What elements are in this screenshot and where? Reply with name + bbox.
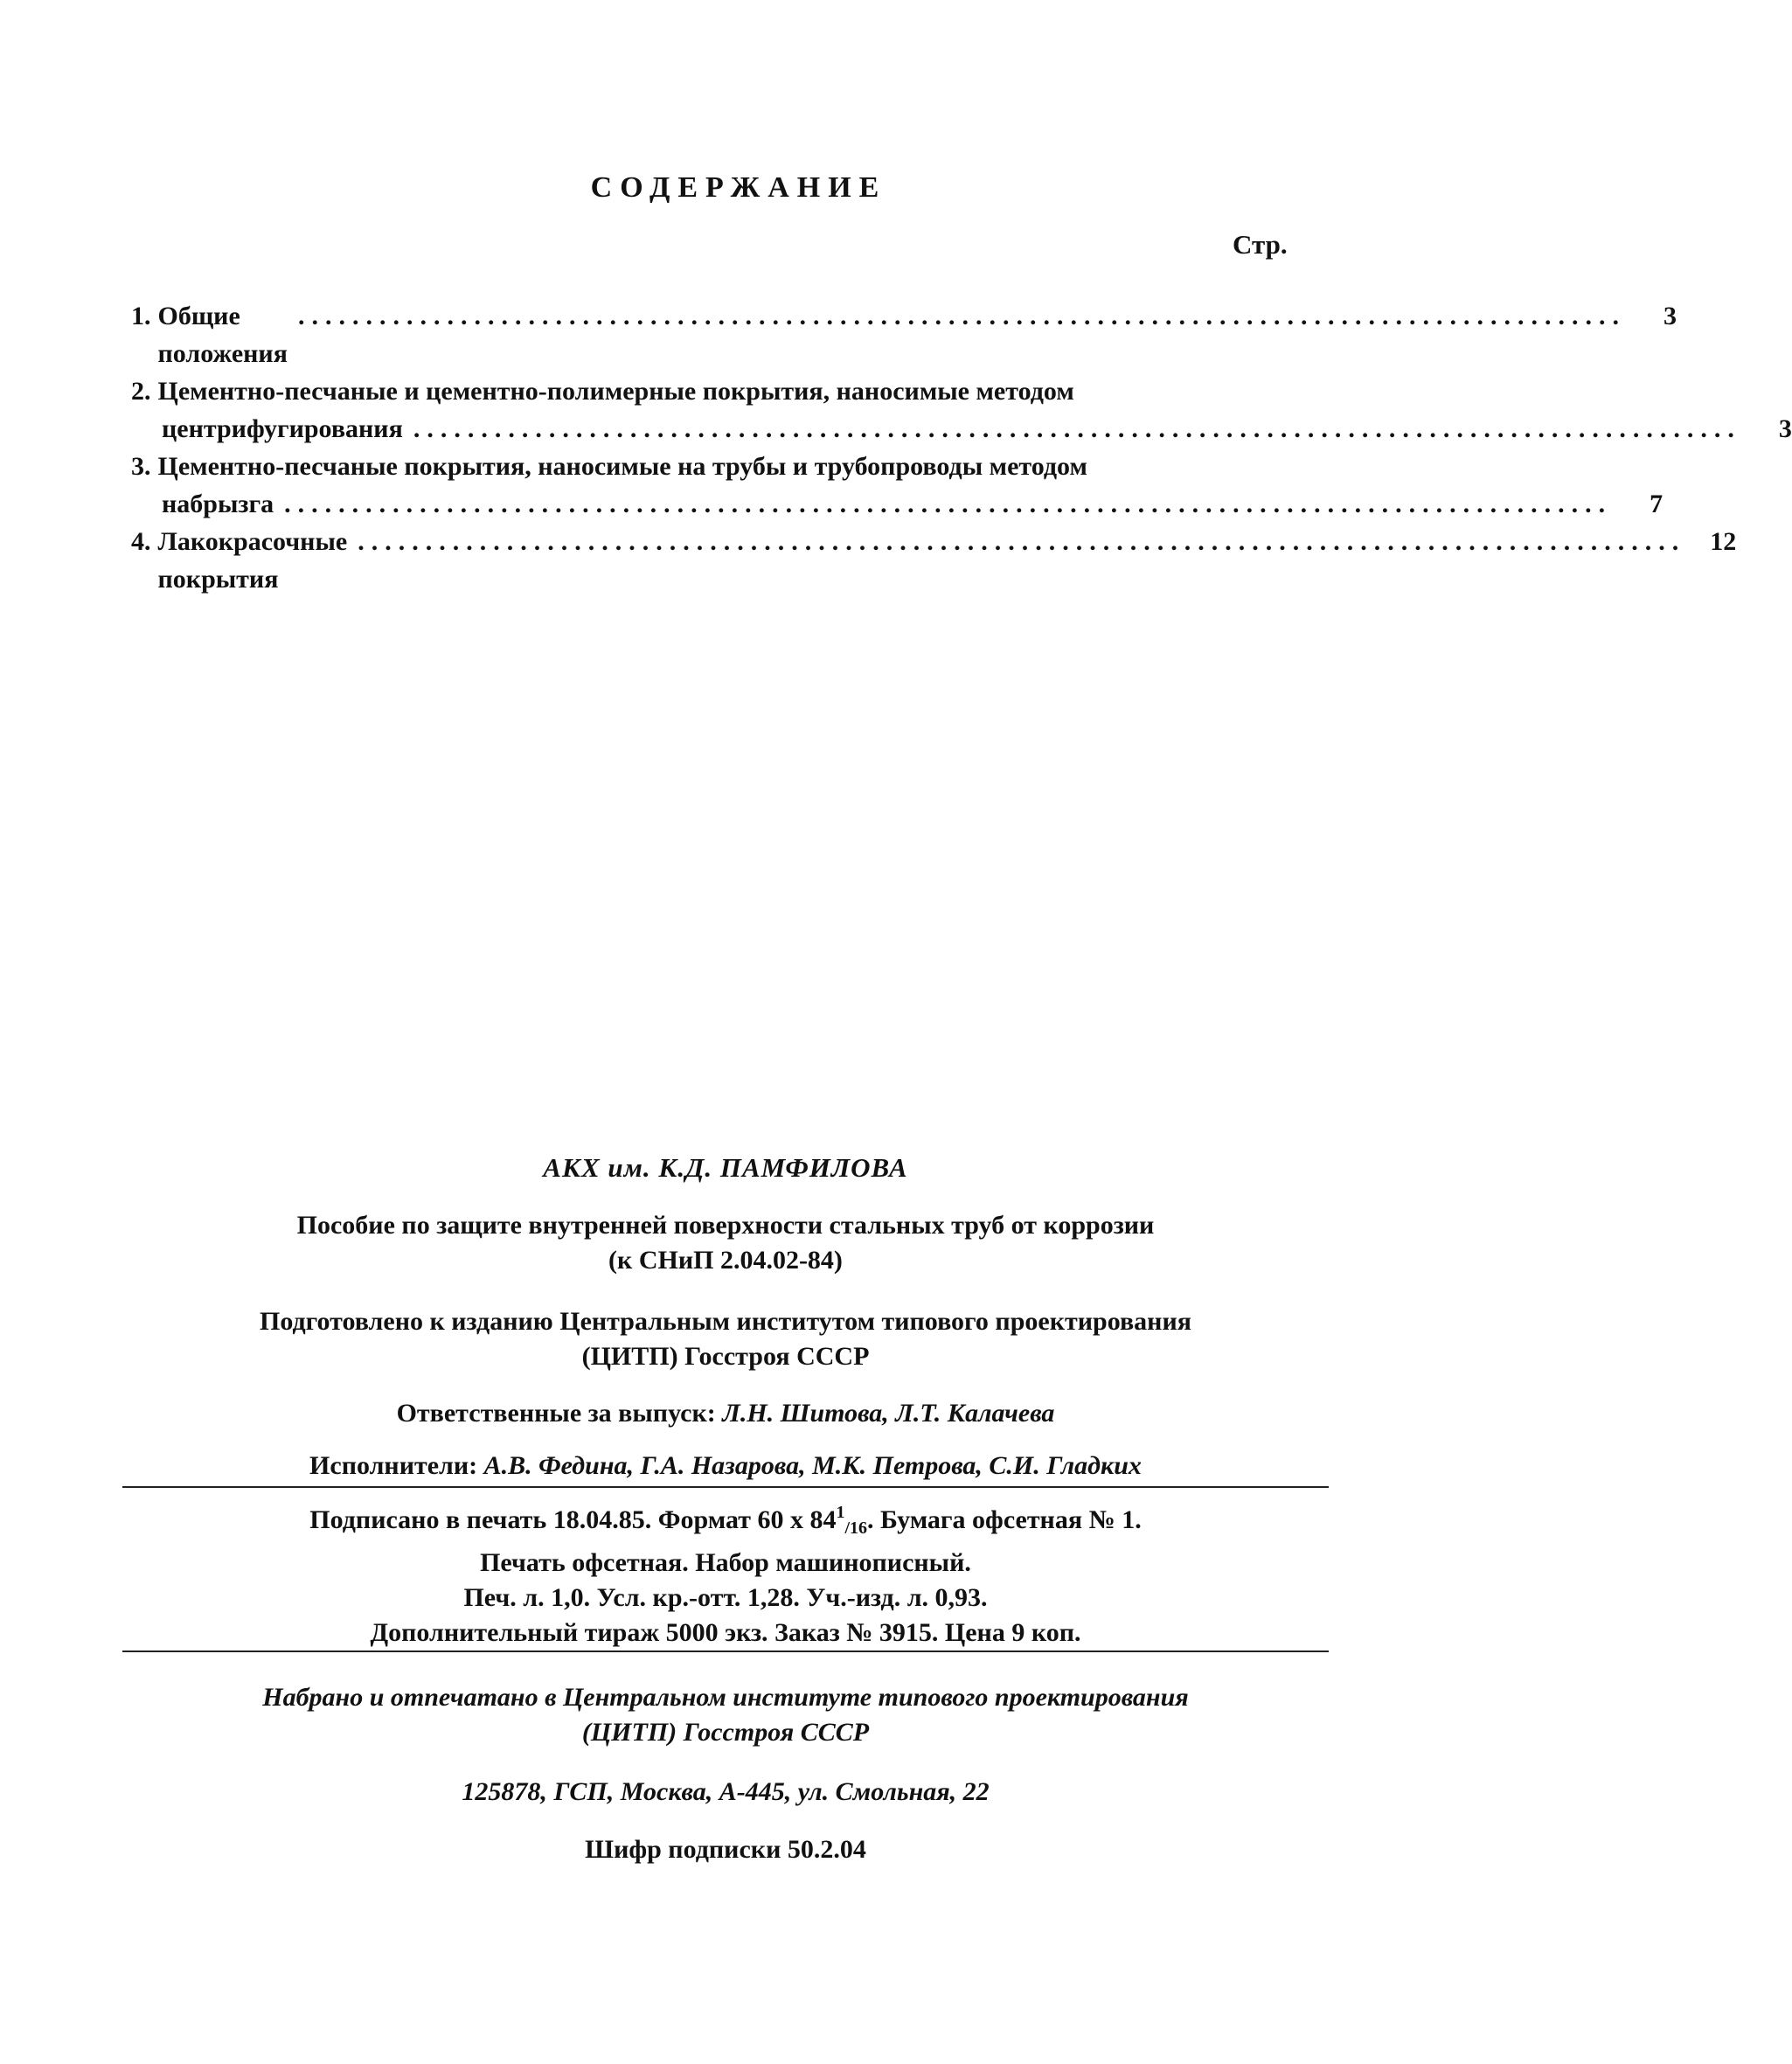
toc-entry-page: 7 bbox=[1650, 490, 1664, 518]
author-organization: АКХ им. К.Д. ПАМФИЛОВА bbox=[543, 1152, 908, 1183]
print-data-line: Печ. л. 1,0. Усл. кр.-отт. 1,28. Уч.-изд. л. 0,93. bbox=[463, 1583, 988, 1612]
toc-entry-number: 3. bbox=[131, 452, 151, 481]
toc-leader-dots: .................................................................................................. bbox=[284, 490, 1613, 518]
toc-entry bbox=[131, 448, 1664, 523]
divider-rule bbox=[122, 1651, 1329, 1652]
performers bbox=[122, 1451, 1329, 1481]
toc-leader-dots: .................................................................................................. bbox=[358, 527, 1686, 556]
toc-entry bbox=[131, 297, 1677, 372]
book-title-subline: (к СНиП 2.04.02-84) bbox=[608, 1246, 843, 1275]
responsible-label: Ответственные за выпуск: bbox=[396, 1399, 716, 1428]
toc-entry-title: Лакокрасочные покрытия bbox=[157, 527, 348, 594]
toc-entry-title-continued: набрызга bbox=[162, 490, 274, 518]
publisher-line: Набрано и отпечатано в Центральном институте типового проектирования bbox=[262, 1683, 1189, 1712]
toc-entry-number: 4. bbox=[131, 527, 151, 556]
print-data-line: Дополнительный тираж 5000 экз. Заказ № 3915. Цена 9 коп. bbox=[370, 1618, 1081, 1647]
performers-label: Исполнители: bbox=[309, 1451, 478, 1480]
paper-type: . Бумага офсетная № 1. bbox=[867, 1505, 1142, 1534]
print-data-line: Печать офсетная. Набор машинописный. bbox=[480, 1548, 971, 1577]
toc-heading: СОДЕРЖАНИЕ bbox=[590, 171, 887, 204]
responsible-names: Л.Н. Шитова, Л.Т. Калачева bbox=[722, 1399, 1055, 1428]
format-prefix: Формат 60 x 84 bbox=[657, 1505, 837, 1534]
toc-entry-page: 3 bbox=[1778, 414, 1792, 443]
imprint-block bbox=[122, 1152, 1329, 1481]
toc-entry-title: Общие положения bbox=[157, 302, 288, 368]
print-data-block bbox=[122, 1495, 1329, 1651]
toc-leader-dots: .................................................................................................. bbox=[413, 414, 1741, 443]
toc-entry bbox=[131, 372, 1792, 448]
format-subscript: /16 bbox=[844, 1518, 868, 1538]
toc-entry-number: 1. bbox=[131, 302, 151, 330]
toc-entry-page: 3 bbox=[1663, 302, 1677, 330]
responsible-editors bbox=[122, 1399, 1329, 1428]
subscription-code: Шифр подписки 50.2.04 bbox=[585, 1835, 866, 1864]
publisher-block bbox=[122, 1680, 1329, 1867]
divider-rule bbox=[122, 1486, 1329, 1488]
print-data-line bbox=[122, 1495, 1329, 1546]
performers-names: А.В. Федина, Г.А. Назарова, М.К. Петрова, С.И. Гладких bbox=[483, 1451, 1142, 1480]
table-of-contents bbox=[131, 297, 1792, 598]
publisher-subline: (ЦИТП) Госстроя СССР bbox=[581, 1718, 870, 1747]
page-column-label: Стр. bbox=[1233, 229, 1288, 260]
prepared-by-line: Подготовлено к изданию Центральным институтом типового проектирования bbox=[260, 1307, 1191, 1336]
book-title-line: Пособие по защите внутренней поверхности стальных труб от коррозии bbox=[296, 1211, 1155, 1240]
prepared-by-subline: (ЦИТП) Госстроя СССР bbox=[581, 1342, 870, 1371]
publisher-address: 125878, ГСП, Москва, А-445, ул. Смольная, 22 bbox=[462, 1777, 990, 1806]
toc-leader-dots: .................................................................................................. bbox=[297, 302, 1626, 330]
signed-date: Подписано в печать 18.04.85. bbox=[309, 1505, 652, 1534]
toc-entry-title-continued: центрифугирования bbox=[162, 414, 403, 443]
toc-entry-title: Цементно-песчаные и цементно-полимерные покрытия, наносимые методом bbox=[157, 377, 1074, 406]
toc-entry-number: 2. bbox=[131, 377, 151, 406]
toc-entry-title: Цементно-песчаные покрытия, наносимые на трубы и трубопроводы методом bbox=[157, 452, 1087, 481]
format-superscript: 1 bbox=[836, 1503, 845, 1522]
prepared-by bbox=[122, 1304, 1329, 1374]
toc-entry-page: 12 bbox=[1710, 527, 1737, 556]
toc-entry bbox=[131, 523, 1737, 598]
book-title bbox=[122, 1208, 1329, 1278]
